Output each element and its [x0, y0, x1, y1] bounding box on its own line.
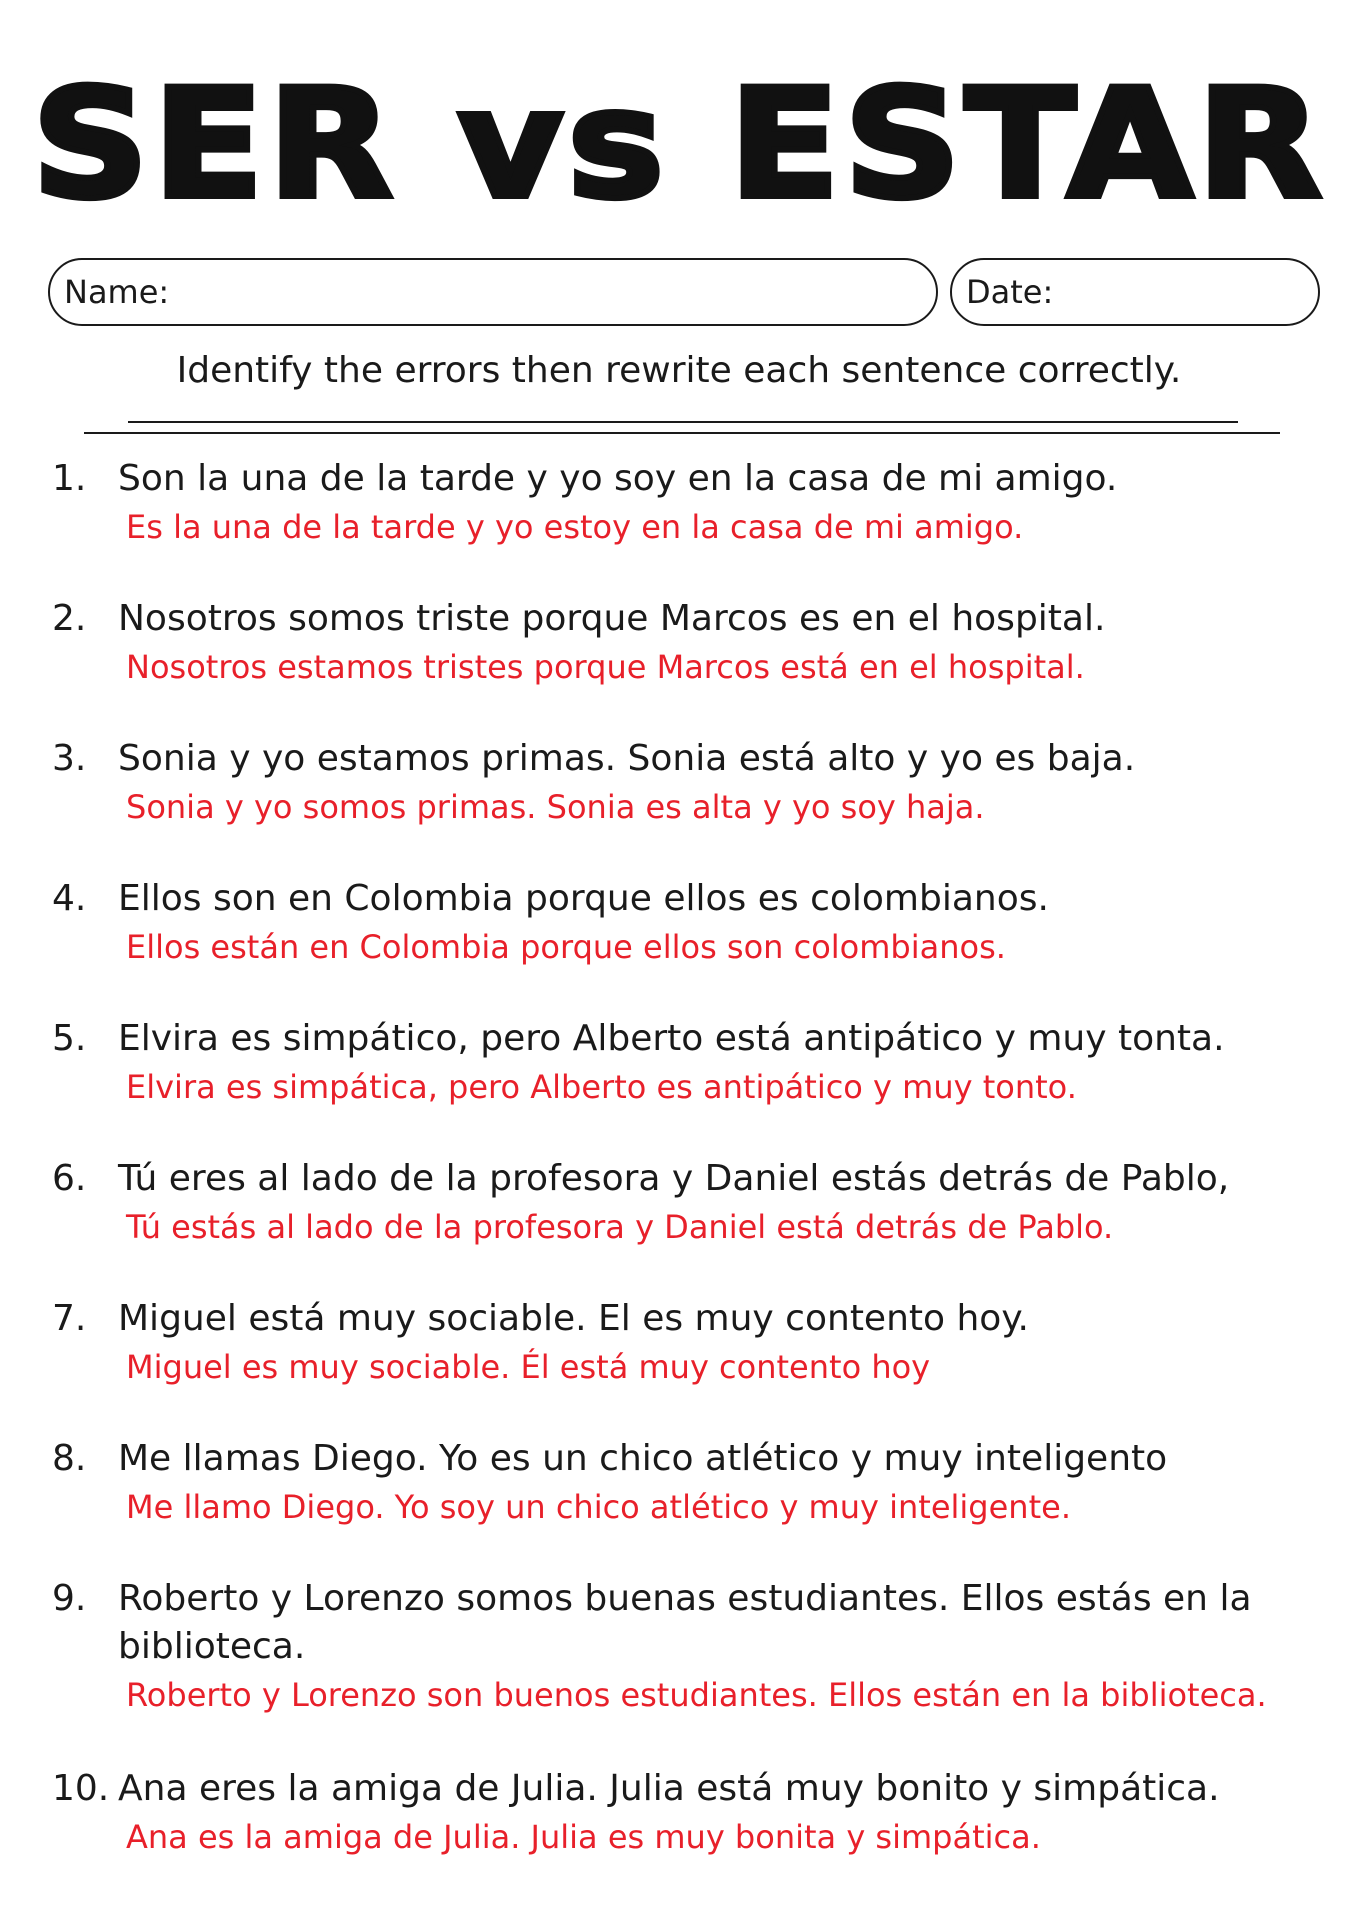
- item-sentence: Elvira es simpático, pero Alberto está antipático y muy tonta.: [118, 1018, 1225, 1059]
- item-sentence: Nosotros somos triste porque Marcos es en el hospital.: [118, 598, 1106, 639]
- item-answer: Es la una de la tarde y yo estoy en la casa de mi amigo.: [126, 508, 1024, 546]
- item-number: 7.: [52, 1298, 87, 1339]
- item-answer: Elvira es simpática, pero Alberto es antipático y muy tonto.: [126, 1068, 1077, 1106]
- item-sentence: Miguel está muy sociable. El es muy contento hoy.: [118, 1298, 1029, 1339]
- item-answer: Sonia y yo somos primas. Sonia es alta y yo soy haja.: [126, 788, 985, 826]
- date-field[interactable]: [950, 258, 1320, 326]
- item-number: 5.: [52, 1018, 87, 1059]
- item-answer: Tú estás al lado de la profesora y Daniel está detrás de Pablo.: [126, 1208, 1114, 1246]
- item-sentence: Son la una de la tarde y yo soy en la casa de mi amigo.: [118, 458, 1118, 499]
- item-number: 8.: [52, 1438, 87, 1479]
- item-sentence: Me llamas Diego. Yo es un chico atlético y muy inteligento: [118, 1438, 1168, 1479]
- item-number: 9.: [52, 1578, 87, 1619]
- item-sentence: Sonia y yo estamos primas. Sonia está alto y yo es baja.: [118, 738, 1136, 779]
- item-answer: Ellos están en Colombia porque ellos son colombianos.: [126, 928, 1006, 966]
- item-sentence: Tú eres al lado de la profesora y Daniel estás detrás de Pablo,: [118, 1158, 1230, 1199]
- item-answer: Nosotros estamos tristes porque Marcos está en el hospital.: [126, 648, 1085, 686]
- name-field[interactable]: [48, 258, 938, 326]
- item-number: 2.: [52, 598, 87, 639]
- item-sentence: Roberto y Lorenzo somos buenas estudiantes. Ellos estás en la biblioteca.: [118, 1578, 1252, 1667]
- item-answer: Ana es la amiga de Julia. Julia es muy bonita y simpática.: [126, 1818, 1041, 1856]
- worksheet-title: SER vs ESTAR: [31, 58, 1327, 232]
- divider-line: [128, 421, 1238, 423]
- item-number: 6.: [52, 1158, 87, 1199]
- divider-line: [84, 432, 1280, 434]
- item-answer: Roberto y Lorenzo son buenos estudiantes. Ellos están en la biblioteca.: [126, 1676, 1267, 1714]
- item-answer: Miguel es muy sociable. Él está muy contento hoy: [126, 1348, 931, 1386]
- name-label: Name:: [64, 273, 170, 311]
- instructions: Identify the errors then rewrite each sentence correctly.: [176, 350, 1182, 391]
- item-answer: Me llamo Diego. Yo soy un chico atlético y muy inteligente.: [126, 1488, 1071, 1526]
- item-number: 10.: [52, 1768, 110, 1809]
- item-sentence: Ellos son en Colombia porque ellos es colombianos.: [118, 878, 1049, 919]
- item-sentence: Ana eres la amiga de Julia. Julia está muy bonito y simpática.: [118, 1768, 1220, 1809]
- item-number: 1.: [52, 458, 87, 499]
- date-label: Date:: [966, 273, 1054, 311]
- item-number: 4.: [52, 878, 87, 919]
- item-number: 3.: [52, 738, 87, 779]
